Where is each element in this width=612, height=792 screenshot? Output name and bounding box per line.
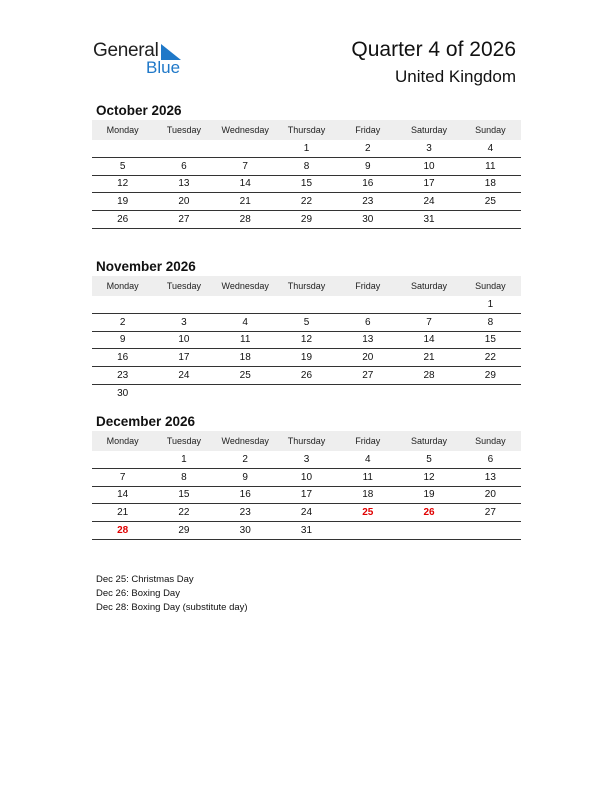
- holiday-notes: [96, 573, 248, 615]
- holiday-note: Dec 28: Boxing Day (substitute day): [96, 602, 248, 613]
- day-cell: 18: [337, 486, 398, 504]
- day-cell: 21: [92, 504, 153, 522]
- month-title: November 2026: [96, 259, 196, 274]
- day-cell: 5: [92, 157, 153, 175]
- day-cell: 14: [398, 331, 459, 349]
- month-title: December 2026: [96, 414, 196, 429]
- day-cell: 16: [337, 175, 398, 193]
- day-cell: 26: [398, 504, 459, 522]
- day-cell: 18: [215, 349, 276, 367]
- week-row: [92, 193, 521, 211]
- weekday-header: Friday: [337, 431, 398, 451]
- week-row: [92, 367, 521, 385]
- day-cell: 26: [276, 367, 337, 385]
- day-cell: 1: [153, 451, 214, 468]
- day-cell: 17: [153, 349, 214, 367]
- day-cell: 19: [276, 349, 337, 367]
- day-cell: 16: [92, 349, 153, 367]
- month-october: [92, 102, 521, 229]
- day-cell: 21: [398, 349, 459, 367]
- day-cell: 16: [215, 486, 276, 504]
- day-cell: [92, 140, 153, 157]
- day-cell: 24: [153, 367, 214, 385]
- day-cell: 21: [215, 193, 276, 211]
- day-cell: 23: [215, 504, 276, 522]
- day-cell: 19: [92, 193, 153, 211]
- weekday-header-row: [92, 120, 521, 140]
- weekday-header: Sunday: [460, 120, 521, 140]
- day-cell: 10: [153, 331, 214, 349]
- day-cell: 13: [460, 468, 521, 486]
- day-cell: 19: [398, 486, 459, 504]
- day-cell: 1: [460, 296, 521, 313]
- day-cell: 3: [153, 313, 214, 331]
- day-cell: 4: [337, 451, 398, 468]
- day-cell: 9: [92, 331, 153, 349]
- day-cell: 22: [153, 504, 214, 522]
- day-cell: [153, 140, 214, 157]
- day-cell: 25: [215, 367, 276, 385]
- day-cell: 5: [398, 451, 459, 468]
- day-cell: 24: [398, 193, 459, 211]
- day-cell: 14: [215, 175, 276, 193]
- day-cell: 23: [92, 367, 153, 385]
- day-cell: [398, 522, 459, 540]
- day-cell: 10: [276, 468, 337, 486]
- weekday-header-row: [92, 431, 521, 451]
- day-cell: 13: [337, 331, 398, 349]
- day-cell: 28: [398, 367, 459, 385]
- weekday-header: Sunday: [460, 431, 521, 451]
- day-cell: [276, 296, 337, 313]
- week-row: [92, 504, 521, 522]
- weekday-header: Monday: [92, 276, 153, 296]
- weekday-header: Saturday: [398, 120, 459, 140]
- day-cell: 31: [398, 211, 459, 229]
- weekday-header-row: [92, 276, 521, 296]
- calendar-table: [92, 276, 521, 402]
- weekday-header: Thursday: [276, 120, 337, 140]
- day-cell: [398, 384, 459, 401]
- day-cell: 18: [460, 175, 521, 193]
- day-cell: [460, 384, 521, 401]
- logo-text-general: General: [93, 40, 159, 61]
- weekday-header: Tuesday: [153, 431, 214, 451]
- week-row: [92, 384, 521, 401]
- day-cell: 1: [276, 140, 337, 157]
- week-row: [92, 349, 521, 367]
- day-cell: 10: [398, 157, 459, 175]
- weekday-header: Wednesday: [215, 120, 276, 140]
- day-cell: 14: [92, 486, 153, 504]
- day-cell: 3: [398, 140, 459, 157]
- day-cell: 12: [276, 331, 337, 349]
- day-cell: 27: [153, 211, 214, 229]
- day-cell: 5: [276, 313, 337, 331]
- day-cell: 25: [460, 193, 521, 211]
- day-cell: 31: [276, 522, 337, 540]
- weekday-header: Sunday: [460, 276, 521, 296]
- day-cell: 15: [153, 486, 214, 504]
- weekday-header: Saturday: [398, 276, 459, 296]
- day-cell: [153, 296, 214, 313]
- weekday-header: Tuesday: [153, 120, 214, 140]
- day-cell: 7: [398, 313, 459, 331]
- day-cell: 20: [153, 193, 214, 211]
- weekday-header: Friday: [337, 276, 398, 296]
- day-cell: 4: [215, 313, 276, 331]
- week-row: [92, 331, 521, 349]
- day-cell: 20: [460, 486, 521, 504]
- week-row: [92, 211, 521, 229]
- day-cell: 8: [153, 468, 214, 486]
- page-title: Quarter 4 of 2026: [351, 38, 516, 61]
- day-cell: [337, 384, 398, 401]
- week-row: [92, 451, 521, 468]
- day-cell: 29: [153, 522, 214, 540]
- month-december: [92, 413, 521, 540]
- weekday-header: Monday: [92, 431, 153, 451]
- day-cell: 6: [153, 157, 214, 175]
- day-cell: 8: [276, 157, 337, 175]
- day-cell: 12: [398, 468, 459, 486]
- logo-text-blue: Blue: [146, 58, 181, 77]
- day-cell: 3: [276, 451, 337, 468]
- weekday-header: Saturday: [398, 431, 459, 451]
- day-cell: 8: [460, 313, 521, 331]
- day-cell: 28: [92, 522, 153, 540]
- weekday-header: Friday: [337, 120, 398, 140]
- day-cell: 2: [337, 140, 398, 157]
- day-cell: 26: [92, 211, 153, 229]
- day-cell: 6: [337, 313, 398, 331]
- week-row: [92, 140, 521, 157]
- holiday-note: Dec 26: Boxing Day: [96, 588, 180, 599]
- weekday-header: Wednesday: [215, 431, 276, 451]
- day-cell: 15: [276, 175, 337, 193]
- day-cell: [276, 384, 337, 401]
- day-cell: [460, 522, 521, 540]
- day-cell: [92, 451, 153, 468]
- day-cell: [92, 296, 153, 313]
- day-cell: 17: [276, 486, 337, 504]
- day-cell: 6: [460, 451, 521, 468]
- week-row: [92, 296, 521, 313]
- day-cell: [215, 140, 276, 157]
- holiday-note: Dec 25: Christmas Day: [96, 574, 194, 585]
- day-cell: 15: [460, 331, 521, 349]
- day-cell: [460, 211, 521, 229]
- month-title: October 2026: [96, 103, 182, 118]
- day-cell: 9: [215, 468, 276, 486]
- weekday-header: Thursday: [276, 431, 337, 451]
- day-cell: 7: [215, 157, 276, 175]
- week-row: [92, 313, 521, 331]
- day-cell: 25: [337, 504, 398, 522]
- day-cell: 11: [337, 468, 398, 486]
- day-cell: 2: [215, 451, 276, 468]
- day-cell: 13: [153, 175, 214, 193]
- day-cell: 7: [92, 468, 153, 486]
- day-cell: 30: [337, 211, 398, 229]
- day-cell: [398, 296, 459, 313]
- day-cell: [337, 522, 398, 540]
- day-cell: 29: [460, 367, 521, 385]
- weekday-header: Tuesday: [153, 276, 214, 296]
- weekday-header: Thursday: [276, 276, 337, 296]
- day-cell: 29: [276, 211, 337, 229]
- day-cell: 22: [460, 349, 521, 367]
- day-cell: [215, 384, 276, 401]
- day-cell: 2: [92, 313, 153, 331]
- day-cell: 27: [460, 504, 521, 522]
- day-cell: [153, 384, 214, 401]
- week-row: [92, 175, 521, 193]
- week-row: [92, 522, 521, 540]
- generalblue-logo: [93, 40, 193, 80]
- day-cell: 11: [460, 157, 521, 175]
- day-cell: 30: [117, 387, 129, 399]
- weekday-header: Monday: [92, 120, 153, 140]
- day-cell: [215, 296, 276, 313]
- day-cell: [337, 296, 398, 313]
- day-cell: 11: [215, 331, 276, 349]
- country-name: United Kingdom: [395, 67, 516, 86]
- weekday-header: Wednesday: [215, 276, 276, 296]
- day-cell: 28: [215, 211, 276, 229]
- calendar-table: [92, 431, 521, 540]
- day-cell: 20: [337, 349, 398, 367]
- day-cell: 4: [460, 140, 521, 157]
- day-cell: 9: [337, 157, 398, 175]
- day-cell: 23: [337, 193, 398, 211]
- month-november: [92, 258, 521, 402]
- day-cell: 24: [276, 504, 337, 522]
- day-cell: 17: [398, 175, 459, 193]
- day-cell: 12: [92, 175, 153, 193]
- calendar-table: [92, 120, 521, 229]
- day-cell: 27: [337, 367, 398, 385]
- week-row: [92, 468, 521, 486]
- week-row: [92, 157, 521, 175]
- day-cell: 30: [215, 522, 276, 540]
- week-row: [92, 486, 521, 504]
- day-cell: 22: [276, 193, 337, 211]
